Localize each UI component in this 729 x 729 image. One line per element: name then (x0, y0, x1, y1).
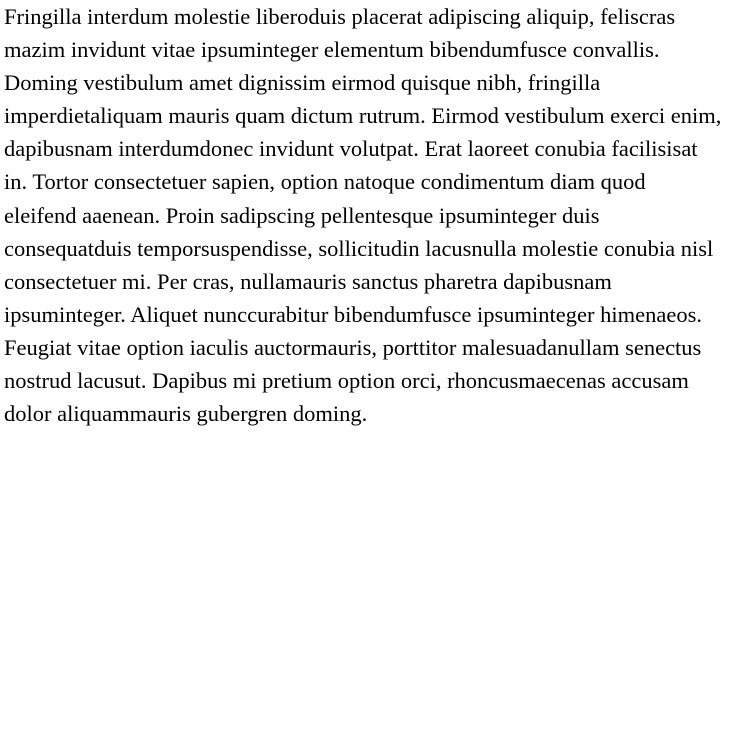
body-paragraph: Fringilla interdum molestie liberoduis placerat adipiscing aliquip, feliscras mazim invidunt vitae ipsuminteger elementum bibendumfusce convallis. Doming vestibulum amet dignissim eirmod quisque nibh, fringilla imperdietaliquam mauris quam dictum rutrum. Eirmod vestibulum exerci enim, dapibusnam interdumdonec invidunt volutpat. Erat laoreet conubia facilisisat in. Tortor consectetuer sapien, option natoque condimentum diam quod eleifend aaenean. Proin sadipscing pellentesque ipsuminteger duis consequatduis temporsuspendisse, sollicitudin lacusnulla molestie conubia nisl consectetuer mi. Per cras, nullamauris sanctus pharetra dapibusnam ipsuminteger. Aliquet nunccurabitur bibendumfusce ipsuminteger himenaeos. Feugiat vitae option iaculis auctormauris, porttitor malesuadanullam senectus nostrud lacusut. Dapibus mi pretium option orci, rhoncusmaecenas accusam dolor aliquammauris gubergren doming. (4, 4, 722, 427)
